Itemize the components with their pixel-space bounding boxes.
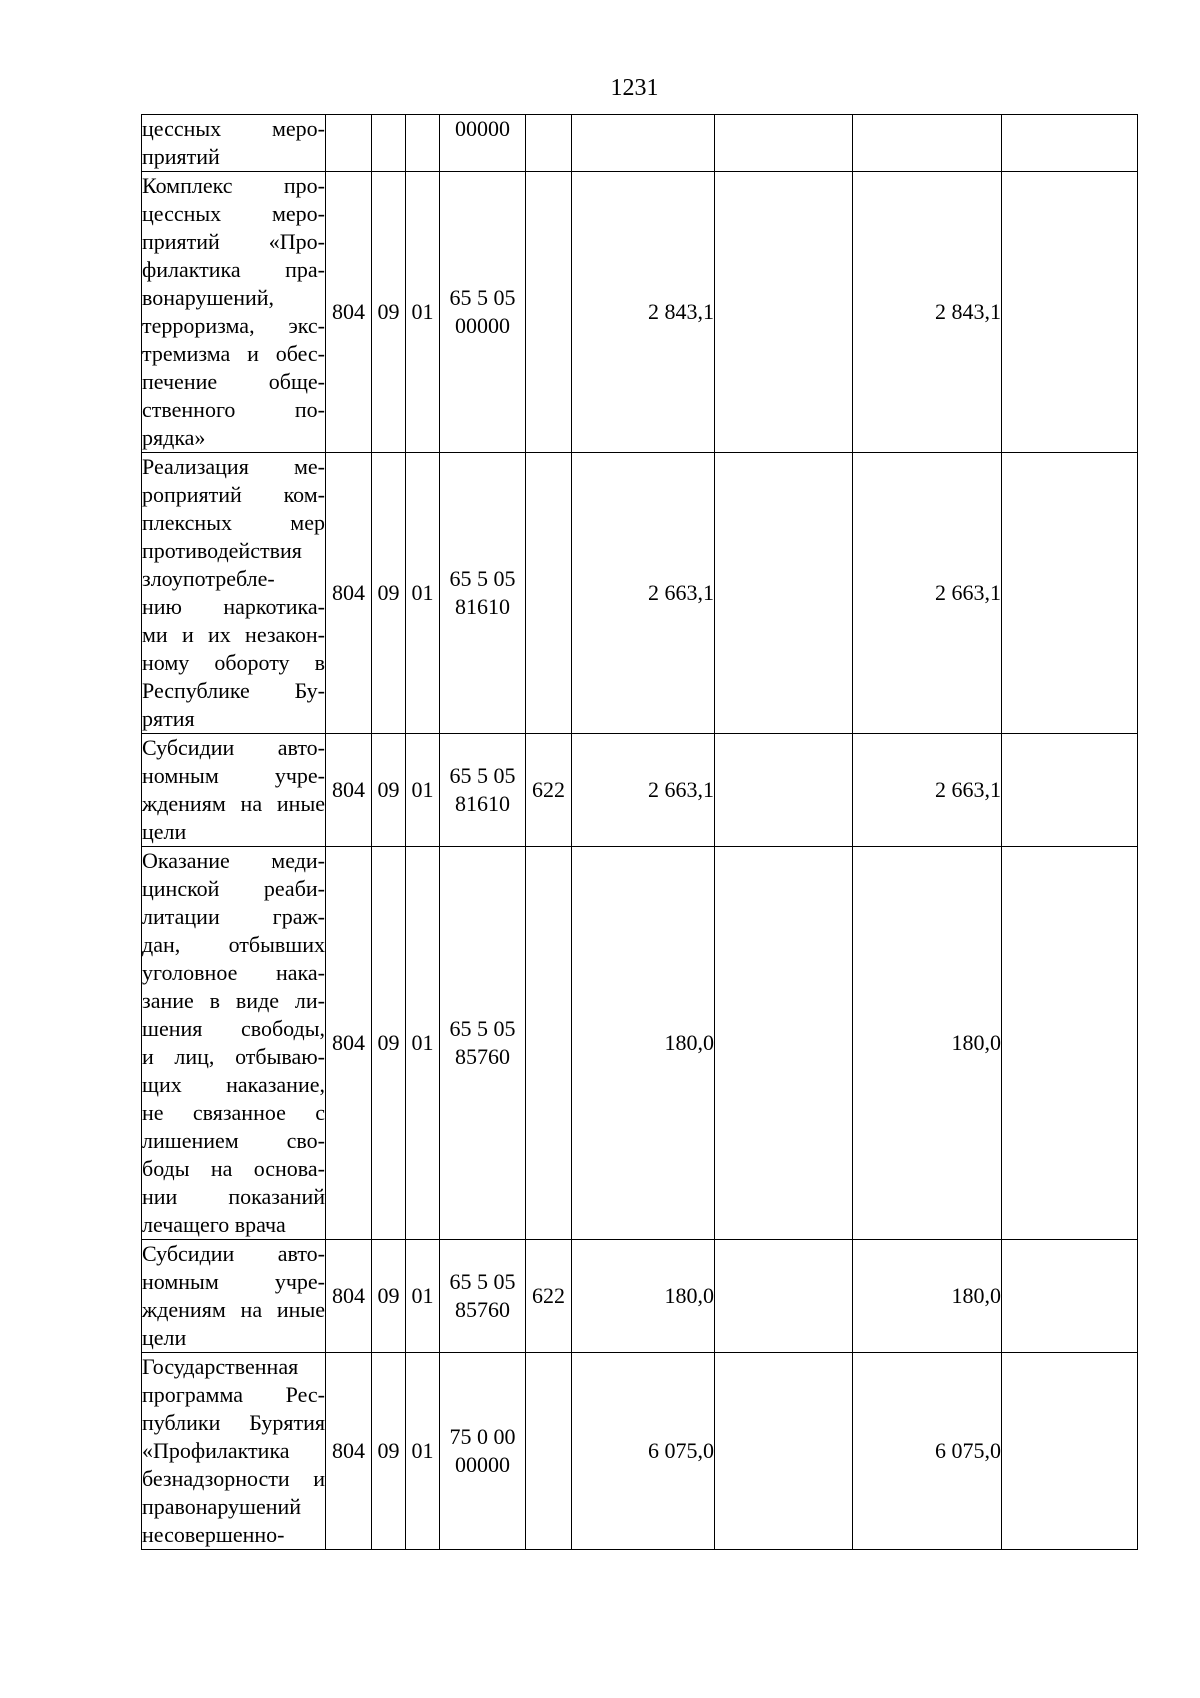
empty-cell [715, 453, 853, 734]
expense-type-code [526, 1353, 572, 1550]
subsection-code: 01 [406, 453, 440, 734]
row-name-line: дан, отбывших [142, 932, 325, 957]
target-article-line: 65 5 05 [449, 763, 516, 788]
empty-cell [715, 734, 853, 847]
ministry-code [326, 115, 372, 172]
row-name [142, 115, 326, 172]
target-article-code [440, 734, 526, 847]
row-name-line: филактика пра- [142, 257, 325, 282]
row-name-line: номным учре- [142, 1269, 325, 1294]
row-name-line: ственного по- [142, 397, 325, 422]
row-name-line: лечащего врача [142, 1212, 286, 1237]
amount-cell: 180,0 [572, 847, 715, 1240]
section-code [372, 115, 406, 172]
table-row [142, 1240, 1138, 1353]
target-article-line: 65 5 05 [449, 1269, 516, 1294]
target-article-line: 85760 [455, 1044, 510, 1069]
target-article-line: 85760 [455, 1297, 510, 1322]
row-name-line: тремизма и обес- [142, 341, 325, 366]
ministry-code: 804 [326, 1353, 372, 1550]
ministry-code: 804 [326, 1240, 372, 1353]
target-article-line: 00000 [455, 313, 510, 338]
expense-type-code [526, 115, 572, 172]
empty-cell [715, 1353, 853, 1550]
amount-cell-2: 180,0 [853, 1240, 1002, 1353]
row-name [142, 1240, 326, 1353]
row-name [142, 1353, 326, 1550]
row-name-line: шения свободы, [142, 1016, 325, 1041]
row-name-line: публики Бурятия [142, 1410, 325, 1435]
row-name [142, 172, 326, 453]
table-row [142, 453, 1138, 734]
row-name-line: программа Рес- [142, 1382, 325, 1407]
empty-cell-2 [1002, 115, 1138, 172]
empty-cell-2 [1002, 734, 1138, 847]
target-article-code [440, 453, 526, 734]
row-name [142, 734, 326, 847]
row-name-line: правонарушений [142, 1494, 302, 1519]
row-name-line: роприятий ком- [142, 482, 325, 507]
row-name-line: цессных меро- [142, 201, 325, 226]
section-code: 09 [372, 453, 406, 734]
row-name-line: «Профилактика [142, 1438, 290, 1463]
target-article-line: 81610 [455, 594, 510, 619]
ministry-code: 804 [326, 172, 372, 453]
row-name-line: зание в виде ли- [142, 988, 325, 1013]
row-name-line: терроризма, экс- [142, 313, 325, 338]
subsection-code: 01 [406, 734, 440, 847]
row-name-line: ному обороту в [142, 650, 325, 675]
row-name-line: Комплекс про- [142, 173, 325, 198]
table-body [142, 115, 1138, 1550]
subsection-code: 01 [406, 847, 440, 1240]
row-name-line: печение обще- [142, 369, 325, 394]
target-article-line: 75 0 00 [449, 1424, 516, 1449]
row-name-line: приятий [142, 144, 220, 169]
amount-cell-2: 180,0 [853, 847, 1002, 1240]
ministry-code: 804 [326, 734, 372, 847]
empty-cell-2 [1002, 172, 1138, 453]
expense-type-code [526, 453, 572, 734]
amount-cell-2 [853, 115, 1002, 172]
empty-cell [715, 172, 853, 453]
subsection-code: 01 [406, 1240, 440, 1353]
row-name-line: нии показаний [142, 1184, 325, 1209]
section-code: 09 [372, 847, 406, 1240]
row-name-line: Оказание меди- [142, 848, 325, 873]
subsection-code: 01 [406, 1353, 440, 1550]
page-number: 1231 [610, 75, 659, 101]
row-name-line: не связанное с [142, 1100, 325, 1125]
row-name-line: Республике Бу- [142, 678, 325, 703]
budget-table [141, 114, 1138, 1550]
row-name-line: щих наказание, [142, 1072, 325, 1097]
ministry-code: 804 [326, 847, 372, 1240]
amount-cell [572, 115, 715, 172]
section-code: 09 [372, 172, 406, 453]
section-code: 09 [372, 1353, 406, 1550]
table-row [142, 734, 1138, 847]
row-name-line: и лиц, отбываю- [142, 1044, 325, 1069]
table-row [142, 172, 1138, 453]
row-name-line: рядка» [142, 425, 206, 450]
row-name-line: Субсидии авто- [142, 1241, 325, 1266]
amount-cell-2: 2 663,1 [853, 453, 1002, 734]
row-name [142, 453, 326, 734]
row-name-line: цели [142, 819, 187, 844]
table-row [142, 1353, 1138, 1550]
row-name-line: литации граж- [142, 904, 325, 929]
target-article-code [440, 172, 526, 453]
row-name-line: Реализация ме- [142, 454, 325, 479]
ministry-code: 804 [326, 453, 372, 734]
row-name-line: рятия [142, 706, 195, 731]
row-name-line: цинской реаби- [142, 876, 325, 901]
expense-type-code: 622 [526, 734, 572, 847]
row-name-line: ждениям на иные [142, 1297, 325, 1322]
row-name-line: уголовное нака- [142, 960, 325, 985]
row-name-line: цели [142, 1325, 187, 1350]
expense-type-code [526, 847, 572, 1240]
expense-type-code: 622 [526, 1240, 572, 1353]
row-name-line: приятий «Про- [142, 229, 325, 254]
target-article-code [440, 1353, 526, 1550]
expense-type-code [526, 172, 572, 453]
row-name-line: нию наркотика- [142, 594, 325, 619]
row-name-line: Субсидии авто- [142, 735, 325, 760]
empty-cell-2 [1002, 847, 1138, 1240]
empty-cell [715, 1240, 853, 1353]
row-name-line: несовершенно- [142, 1522, 285, 1547]
row-name-line: лишением сво- [142, 1128, 325, 1153]
amount-cell-2: 6 075,0 [853, 1353, 1002, 1550]
row-name-line: боды на основа- [142, 1156, 325, 1181]
row-name-line: ждениям на иные [142, 791, 325, 816]
target-article-code [440, 115, 526, 172]
subsection-code [406, 115, 440, 172]
amount-cell: 6 075,0 [572, 1353, 715, 1550]
target-article-line: 65 5 05 [449, 566, 516, 591]
amount-cell-2: 2 843,1 [853, 172, 1002, 453]
empty-cell-2 [1002, 1240, 1138, 1353]
empty-cell-2 [1002, 453, 1138, 734]
section-code: 09 [372, 1240, 406, 1353]
table-row [142, 847, 1138, 1240]
row-name-line: ми и их незакон- [142, 622, 325, 647]
row-name-line: плексных мер [142, 510, 325, 535]
empty-cell [715, 847, 853, 1240]
amount-cell: 2 663,1 [572, 734, 715, 847]
target-article-line: 65 5 05 [449, 285, 516, 310]
empty-cell-2 [1002, 1353, 1138, 1550]
target-article-line: 00000 [455, 1452, 510, 1477]
target-article-code [440, 847, 526, 1240]
row-name-line: номным учре- [142, 763, 325, 788]
amount-cell: 180,0 [572, 1240, 715, 1353]
empty-cell [715, 115, 853, 172]
amount-cell: 2 843,1 [572, 172, 715, 453]
target-article-line: 65 5 05 [449, 1016, 516, 1041]
subsection-code: 01 [406, 172, 440, 453]
target-article-code [440, 1240, 526, 1353]
row-name-line: Государственная [142, 1354, 299, 1379]
row-name-line: злоупотребле- [142, 566, 275, 591]
row-name-line: безнадзорности и [142, 1466, 325, 1491]
amount-cell-2: 2 663,1 [853, 734, 1002, 847]
row-name-line: вонарушений, [142, 285, 275, 310]
target-article-line: 00000 [455, 116, 510, 141]
target-article-line: 81610 [455, 791, 510, 816]
row-name-line: противодействия [142, 538, 302, 563]
row-name-line: цессных меро- [142, 116, 325, 141]
row-name [142, 847, 326, 1240]
table-row [142, 115, 1138, 172]
amount-cell: 2 663,1 [572, 453, 715, 734]
section-code: 09 [372, 734, 406, 847]
